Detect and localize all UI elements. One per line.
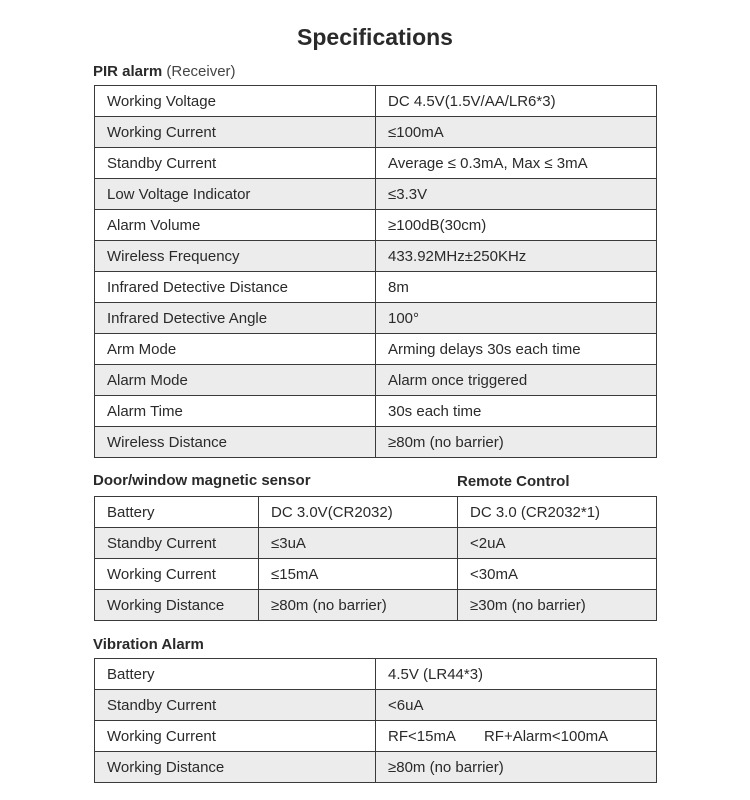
pir-spec-table [94,85,657,458]
table-row [95,303,657,334]
sensor-value: ≤3uA [259,528,458,559]
sensor-value: ≤15mA [259,559,458,590]
table-row [95,590,657,621]
pir-label: PIR alarm [93,63,163,80]
spec-value: 100° [376,303,657,334]
table-row [95,148,657,179]
spec-name: Working Current [95,559,259,590]
spec-value: 8m [376,272,657,303]
table-row [95,497,657,528]
table-row [95,117,657,148]
spec-value: 433.92MHz±250KHz [376,241,657,272]
spec-name: Standby Current [95,148,376,179]
spec-name: Working Distance [95,590,259,621]
spec-value: ≥100dB(30cm) [376,210,657,241]
table-row [95,659,657,690]
spec-name: Infrared Detective Distance [95,272,376,303]
door-remote-spec-table [94,496,657,621]
spec-name: Standby Current [95,690,376,721]
spec-name: Wireless Distance [95,427,376,458]
spec-name: Low Voltage Indicator [95,179,376,210]
table-row [95,241,657,272]
table-row [95,752,657,783]
remote-value: ≥30m (no barrier) [458,590,657,621]
table-row [95,272,657,303]
table-row [95,365,657,396]
table-row [95,721,657,752]
spec-value: ≤3.3V [376,179,657,210]
spec-value: ≤100mA [376,117,657,148]
table-row [95,179,657,210]
spec-value: 4.5V (LR44*3) [376,659,657,690]
spec-name: Infrared Detective Angle [95,303,376,334]
spec-name: Standby Current [95,528,259,559]
spec-value: 30s each time [376,396,657,427]
sensor-value: ≥80m (no barrier) [259,590,458,621]
vibration-spec-table [94,658,657,783]
remote-value: <30mA [458,559,657,590]
spec-name: Wireless Frequency [95,241,376,272]
spec-value: Arming delays 30s each time [376,334,657,365]
spec-value: <6uA [376,690,657,721]
remote-value: DC 3.0 (CR2032*1) [458,497,657,528]
page-title: Specifications [297,24,453,50]
remote-section-label: Remote Control [457,473,570,490]
table-row [95,528,657,559]
spec-name: Battery [95,497,259,528]
table-row [95,86,657,117]
pir-sublabel: (Receiver) [166,63,236,80]
table-row [95,690,657,721]
spec-value: Average ≤ 0.3mA, Max ≤ 3mA [376,148,657,179]
rf-alarm-current-value: RF+Alarm<100mA [483,727,609,745]
vibration-section-label: Vibration Alarm [93,636,204,653]
spec-value: DC 4.5V(1.5V/AA/LR6*3) [376,86,657,117]
table-row [95,559,657,590]
spec-name: Battery [95,659,376,690]
spec-value: ≥80m (no barrier) [376,752,657,783]
spec-value: Alarm once triggered [376,365,657,396]
table-row [95,334,657,365]
table-row [95,396,657,427]
remote-value: <2uA [458,528,657,559]
pir-section-label [93,63,236,80]
spec-name: Arm Mode [95,334,376,365]
door-section-label: Door/window magnetic sensor [93,472,311,489]
spec-value: ≥80m (no barrier) [376,427,657,458]
spec-name: Working Distance [95,752,376,783]
spec-name: Working Current [95,117,376,148]
spec-name: Alarm Volume [95,210,376,241]
spec-name: Alarm Time [95,396,376,427]
table-row [95,210,657,241]
sensor-value: DC 3.0V(CR2032) [259,497,458,528]
spec-name: Alarm Mode [95,365,376,396]
spec-name: Working Voltage [95,86,376,117]
spec-value [376,721,657,752]
table-row [95,427,657,458]
spec-name: Working Current [95,721,376,752]
rf-current-value: RF<15mA [388,727,456,745]
